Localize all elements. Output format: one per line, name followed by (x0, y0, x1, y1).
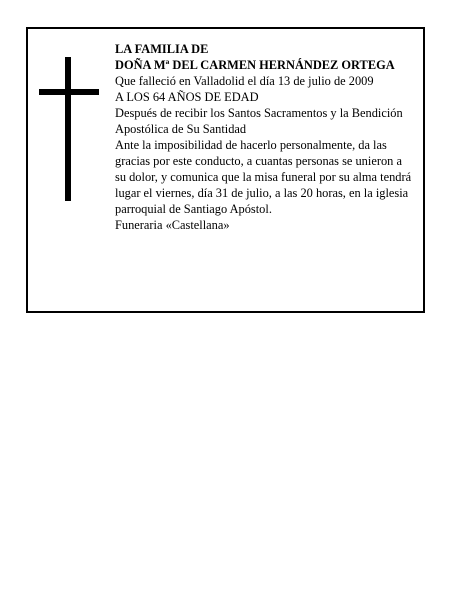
obituary-notice (26, 27, 425, 313)
death-date-line: Que falleció en Valladolid el día 13 de julio de 2009 (115, 74, 374, 88)
sacraments-line: Después de recibir los Santos Sacramentos y la Bendición Apostólica de Su Santidad (115, 106, 403, 136)
funeral-home: Funeraria «Castellana» (115, 218, 230, 232)
age-line: A LOS 64 AÑOS DE EDAD (115, 90, 259, 104)
notice-text-block (115, 41, 415, 233)
cross-icon (39, 57, 99, 201)
funeral-mass-text: Ante la imposibilidad de hacerlo personalmente, da las gracias por este conducto, a cuantas personas se unieron a su dolor, y comunica que la misa funeral por su alma tendrá lugar el viernes, día 31 de julio, a las 20 horas, en la iglesia parroquial de Santiago Apóstol. (115, 138, 412, 216)
cross-vertical-bar (65, 57, 71, 201)
family-heading: LA FAMILIA DE (115, 42, 209, 56)
deceased-name: DOÑA Mª DEL CARMEN HERNÁNDEZ ORTEGA (115, 58, 395, 72)
cross-horizontal-bar (39, 89, 99, 95)
